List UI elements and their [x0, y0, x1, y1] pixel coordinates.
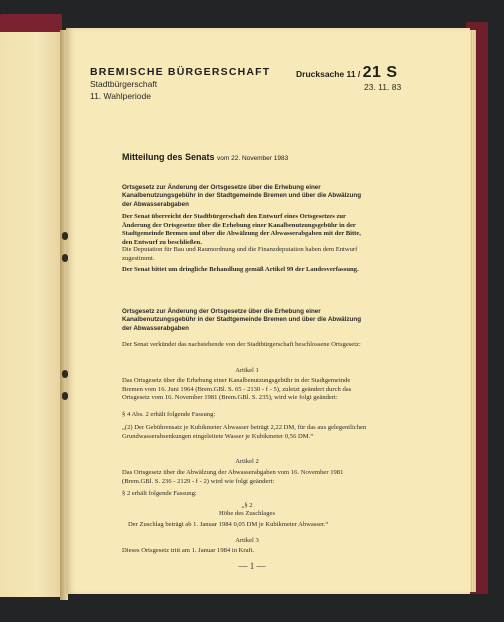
article-2-quote: Der Zuschlag beträgt ab 1. Januar 1984 0,05 DM je Kubikmeter Abwasser.“ — [128, 521, 329, 528]
article-3-heading: Artikel 3 — [235, 537, 259, 544]
intro-paragraph-2: Die Deputation für Bau und Raumordnung und die Finanzdeputation haben dem Entwurf zugestimmt. — [122, 246, 358, 262]
intro-paragraph-3: Der Senat bittet um dringliche Behandlung gemäß Artikel 99 der Landesverfassung. — [122, 266, 359, 273]
drucksache-label: Drucksache 11 / — [296, 69, 361, 79]
title-main: Mitteilung des Senats — [122, 152, 215, 162]
article-3-text: Dieses Ortsgesetz tritt am 1. Januar 1984 in Kraft. — [122, 547, 255, 554]
title-date: vom 22. November 1983 — [217, 155, 289, 162]
page-number: — 1 — — [238, 561, 266, 571]
article-2-text: Das Ortsgesetz über die Abwälzung der Abwasserabgaben vom 16. November 1981 (Brem.GBl. S. 236 - 2129 - f - 2) wird wie folgt geändert: — [122, 469, 344, 485]
left-page — [0, 32, 62, 597]
intro-paragraph-1: Der Senat überreicht der Stadtbürgerschaft den Entwurf eines Ortsgesetzes zur Änderung der Ortsgesetze über die Erhebung einer Kanalbenutzungsgebühr in der Stadtgemeinde Bremen und über die Abwälzung der Abwasserabgaben mit der Bitte, den Entwurf zu beschließen. — [122, 213, 361, 246]
article-2-subclause: § 2 erhält folgende Fassung: — [122, 490, 197, 497]
article-1-subclause: § 4 Abs. 2 erhält folgende Fassung: — [122, 411, 216, 418]
binding-hole — [62, 370, 68, 378]
article-2-paragraph-title: Höhe des Zuschlages — [218, 510, 276, 517]
page-stack-edge — [470, 30, 476, 592]
document-date: 23. 11. 83 — [364, 82, 402, 92]
binding-hole — [62, 392, 68, 400]
article-1-heading: Artikel 1 — [235, 367, 259, 374]
law-preamble: Der Senat verkündet das nachstehende von der Stadtbürgerschaft beschlossene Ortsgesetz: — [122, 341, 361, 348]
binding-hole — [62, 254, 68, 262]
article-2-heading: Artikel 2 — [235, 458, 259, 465]
article-2-paragraph: „§ 2 — [241, 502, 253, 509]
chamber-name: Stadtbürgerschaft — [90, 79, 158, 89]
article-1-text: Das Ortsgesetz über die Erhebung einer Kanalbenutzungsgebühr in der Stadtgemeinde Bremen vom 16. Juni 1964 (Brem.GBl. S. 65 - 2130 - f - 5), zuletzt geändert durch das Ortsgesetz vom 16. November 1981 (Brem.GBl. S. 235), wird wie folgt geändert: — [122, 377, 352, 402]
document-brand: BREMISCHE BÜRGERSCHAFT — [90, 66, 271, 78]
document-title — [122, 152, 288, 162]
drucksache-number: 21 S — [362, 64, 398, 81]
legislative-period: 11. Wahlperiode — [90, 91, 151, 101]
article-1-quote: „(2) Der Gebührensatz je Kubikmeter Abwasser beträgt 2,22 DM, für das aus gelegentlichen Grundwasserabsenkungen eingeleitete Wasser je Kubikmeter 0,56 DM.“ — [122, 424, 367, 440]
binding-hole — [62, 232, 68, 240]
law-title: Ortsgesetz zur Änderung der Ortsgesetze über die Erhebung einer Kanalbenutzungsgebühr in der Stadtgemeinde Bremen und über die Abwälzung der Abwasserabgaben — [122, 308, 362, 332]
drucksache-reference — [296, 64, 398, 82]
intro-subject: Ortsgesetz zur Änderung der Ortsgesetze über die Erhebung einer Kanalbenutzungsgebühr in der Stadtgemeinde Bremen und über die Abwälzung der Abwasserabgaben — [122, 184, 362, 208]
